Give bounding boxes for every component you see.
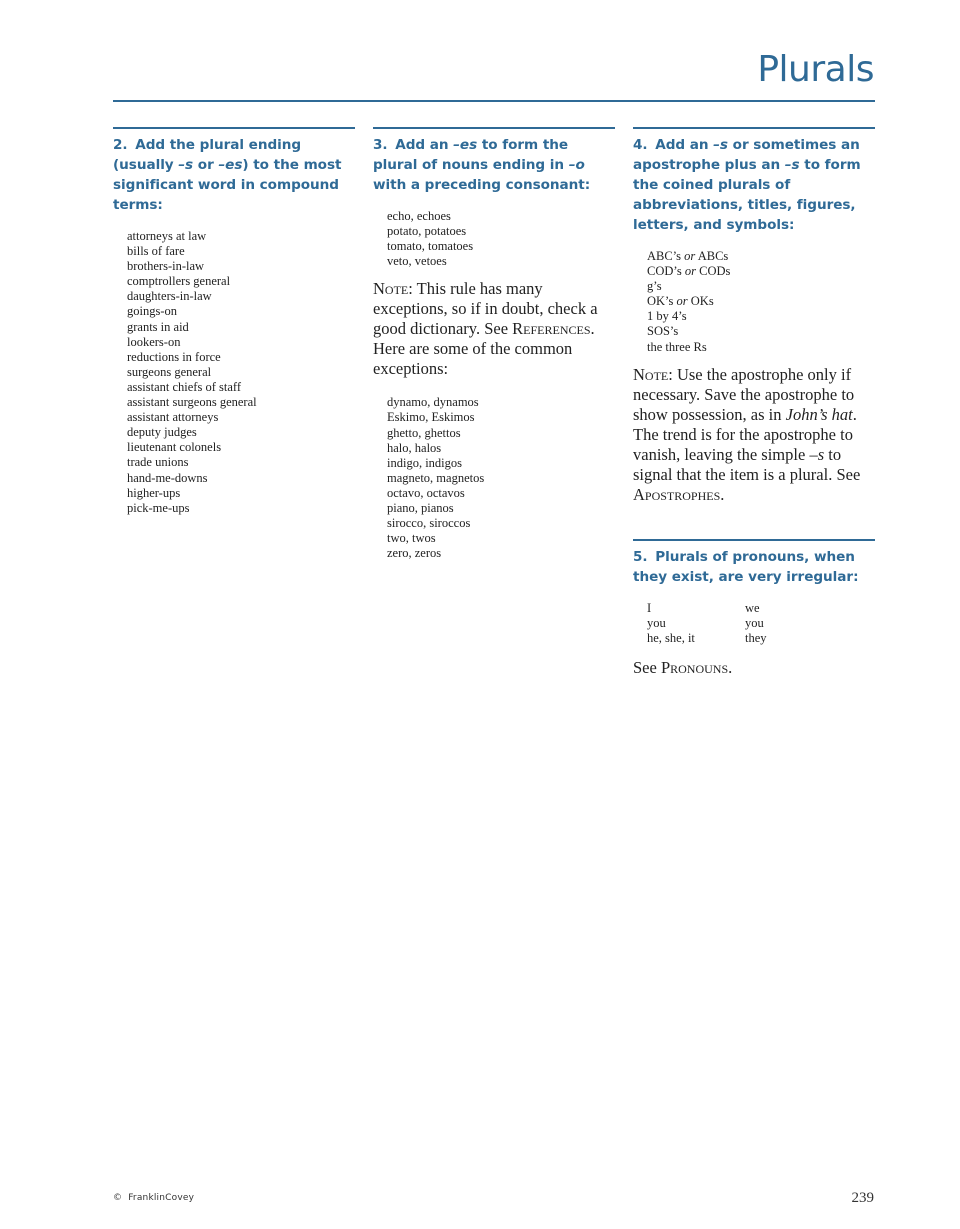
list-item: veto, vetoes: [387, 254, 447, 269]
list-item: two, twos: [387, 531, 436, 546]
rule-2-heading: 2. Add the plural ending (usually –s or –es) to the most significant word in compound terms:: [113, 137, 342, 213]
rule-4-heading: 4. Add an –s or sometimes an apostrophe plus an –s to form the coined plurals of abbreviations, titles, figures, letters, and symbols:: [633, 137, 861, 233]
table-row: [647, 616, 767, 631]
list-item: piano, pianos: [387, 501, 454, 516]
note-label: Note: [633, 364, 669, 384]
list-item: reductions in force: [127, 349, 221, 364]
list-item: ghetto, ghettos: [387, 425, 461, 440]
rule-2-section: [113, 127, 355, 516]
rule-4-note: Note: Use the apostrophe only if necessary. Save the apostrophe to show possession, as in John’s hat. The trend is for the apostrophe to vanish, leaving the simple –s to signal that the item is a plural. See Apostrophes.: [633, 364, 861, 504]
column-rules-4-5: [633, 127, 875, 678]
list-item: lookers-on: [127, 334, 181, 349]
rule-3-exception-list: [373, 395, 615, 561]
cross-reference: Pronouns: [660, 657, 729, 677]
rule-3-heading: 3. Add an –es to form the plural of nouns ending in –o with a preceding consonant:: [373, 137, 591, 193]
list-item: brothers-in-law: [127, 259, 205, 274]
list-item: attorneys at law: [127, 229, 207, 243]
list-item: g’s: [647, 279, 662, 294]
list-item: magneto, magnetos: [387, 470, 485, 485]
copyright-symbol: ©: [113, 1193, 123, 1203]
rule-3-example-list: [373, 209, 615, 269]
pronoun-table: [647, 601, 767, 646]
list-item: potato, potatoes: [387, 224, 467, 239]
title-rule: [113, 100, 875, 102]
footer-copyright: [113, 1193, 194, 1203]
rule-3-note: Note: This rule has many exceptions, so if in doubt, check a good dictionary. See References. Here are some of the common exceptions:: [373, 279, 598, 379]
table-row: [647, 601, 767, 616]
list-item: 1 by 4’s: [647, 309, 687, 324]
list-item: tomato, tomatoes: [387, 239, 474, 254]
list-item: hand-me-downs: [127, 470, 208, 485]
list-item: assistant surgeons general: [127, 395, 257, 410]
list-item: pick-me-ups: [127, 500, 190, 515]
list-item: octavo, octavos: [387, 485, 465, 500]
note-label: Note: [373, 279, 409, 299]
list-item: dynamo, dynamos: [387, 395, 479, 410]
rule-5-section: [633, 539, 875, 678]
list-item: assistant attorneys: [127, 410, 219, 425]
list-item: sirocco, siroccos: [387, 516, 471, 531]
rule-4-example-list: [633, 249, 875, 355]
list-item: goings-on: [127, 304, 177, 319]
list-item: higher-ups: [127, 485, 181, 500]
table-row: [647, 631, 767, 646]
list-item: daughters-in-law: [127, 289, 212, 304]
plural-pronoun: you: [745, 615, 764, 630]
singular-pronoun: I: [647, 600, 652, 615]
rule-3-section: [373, 127, 615, 561]
singular-pronoun: he, she, it: [647, 630, 695, 645]
list-item: the three Rs: [647, 339, 707, 354]
rule-5-see-also: See Pronouns.: [633, 657, 733, 677]
list-item: deputy judges: [127, 425, 197, 440]
list-item: indigo, indigos: [387, 455, 463, 470]
publisher-name: FranklinCovey: [128, 1193, 195, 1203]
list-item: OK’s or OKs: [647, 294, 714, 309]
rule-5-heading: 5. Plurals of pronouns, when they exist, are very irregular:: [633, 548, 859, 585]
column-rule-3: [373, 127, 615, 571]
list-item: bills of fare: [127, 244, 185, 259]
list-item: surgeons general: [127, 364, 212, 379]
list-item: lieutenant colonels: [127, 440, 222, 455]
column-rule-2: [113, 127, 355, 526]
singular-pronoun: you: [647, 615, 666, 630]
cross-reference: References: [512, 319, 591, 339]
list-item: halo, halos: [387, 440, 442, 455]
cross-reference: Apostrophes: [633, 484, 721, 504]
list-item: assistant chiefs of staff: [127, 379, 241, 394]
plural-pronoun: they: [745, 630, 767, 645]
page-title: Plurals: [757, 49, 874, 90]
page-number: 239: [851, 1190, 874, 1206]
list-item: COD’s or CODs: [647, 264, 731, 279]
list-item: trade unions: [127, 455, 189, 470]
list-item: grants in aid: [127, 319, 189, 334]
list-item: echo, echoes: [387, 209, 451, 223]
plural-pronoun: we: [745, 600, 760, 615]
list-item: SOS’s: [647, 324, 679, 339]
list-item: zero, zeros: [387, 546, 442, 561]
list-item: comptrollers general: [127, 274, 231, 289]
rule-2-example-list: [113, 229, 355, 516]
list-item: Eskimo, Eskimos: [387, 410, 475, 425]
rule-4-section: [633, 127, 875, 505]
list-item: ABC’s or ABCs: [647, 249, 729, 263]
